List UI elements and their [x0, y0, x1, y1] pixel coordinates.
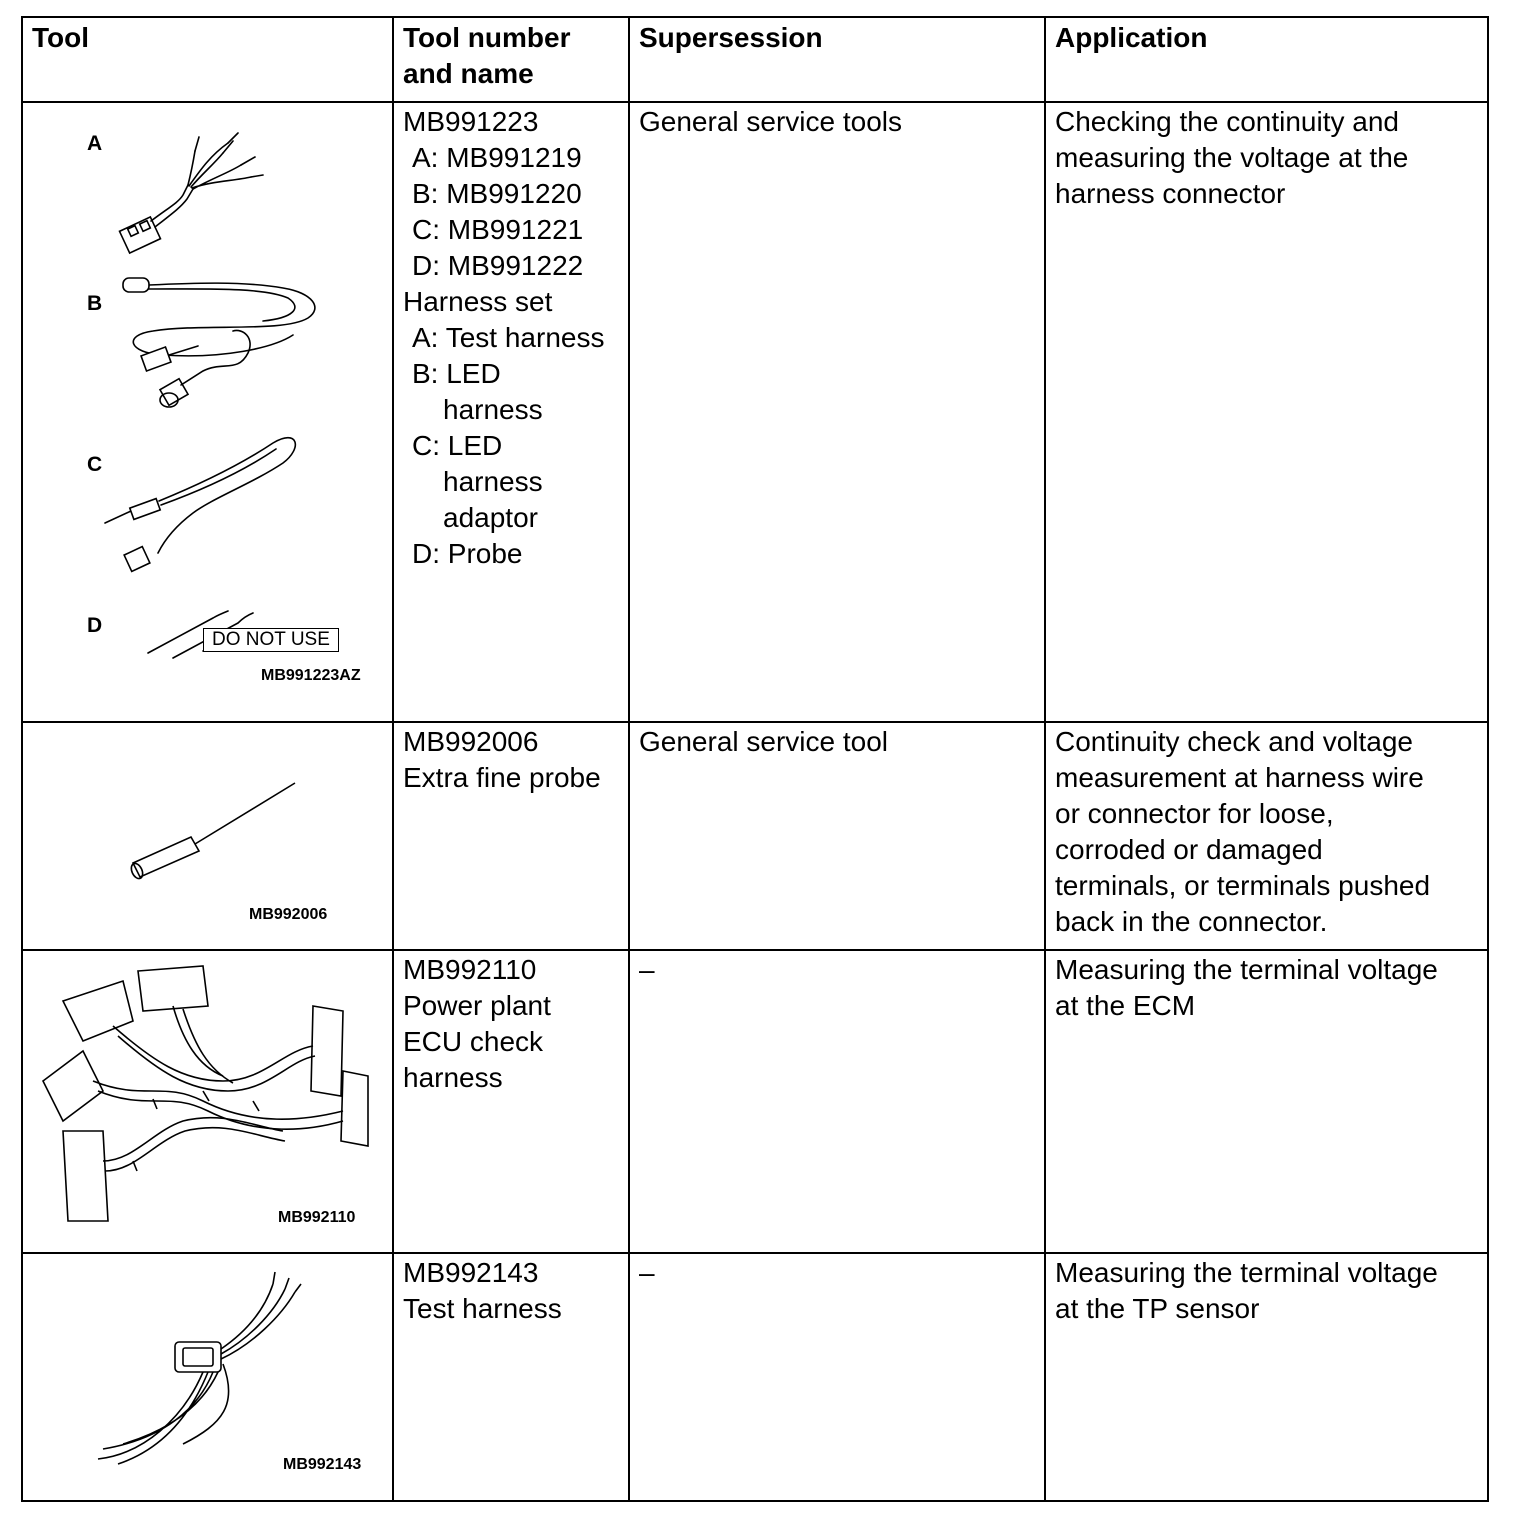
tool-illustration-cell — [22, 1253, 393, 1501]
figure-caption: MB992006 — [249, 906, 328, 923]
tool-line: A: Test harness — [412, 322, 605, 353]
tool-line: B: LED — [412, 358, 501, 389]
figure-caption: MB992143 — [283, 1456, 362, 1473]
tool-line: adaptor — [443, 502, 538, 533]
supersession-cell: – — [629, 1253, 1045, 1501]
led-harness-adaptor-drawing — [105, 438, 295, 572]
tool-line: harness — [443, 394, 543, 425]
table-row — [22, 722, 1488, 950]
test-harness-drawing — [120, 133, 263, 253]
tool-number-cell: MB992110 Power plant ECU check harness — [393, 950, 629, 1253]
header-supersession: Supersession — [629, 17, 1045, 102]
table-row — [22, 102, 1488, 722]
application-cell: Checking the continuity and measuring the voltage at the harness connector — [1045, 102, 1488, 722]
figure-caption: MB992110 — [278, 1209, 356, 1226]
tool-line: Harness set — [403, 286, 553, 317]
label-b: B — [87, 292, 103, 315]
figure-caption: MB991223AZ — [261, 667, 361, 684]
supersession-cell: – — [629, 950, 1045, 1253]
header-application: Application — [1045, 17, 1488, 102]
supersession-cell: General service tool — [629, 722, 1045, 950]
tool-number-cell: MB992006 Extra fine probe — [393, 722, 629, 950]
tool-illustration-cell — [22, 950, 393, 1253]
tool-line: C: LED — [412, 430, 503, 461]
tool-line: D: Probe — [412, 538, 523, 569]
extra-fine-probe-illustration — [23, 723, 392, 949]
label-d: D — [87, 614, 103, 637]
header-tool: Tool — [22, 17, 393, 102]
tool-line: A: MB991219 — [412, 142, 582, 173]
header-row — [22, 17, 1488, 102]
tool-number-cell: MB992143 Test harness — [393, 1253, 629, 1501]
ecu-check-harness-illustration — [23, 951, 392, 1252]
tool-illustration-cell — [22, 102, 393, 722]
application-cell: Measuring the terminal voltage at the TP sensor — [1045, 1253, 1488, 1501]
tool-line: harness — [443, 466, 543, 497]
table-row — [22, 1253, 1488, 1501]
tool-line: B: MB991220 — [412, 178, 582, 209]
label-a: A — [87, 132, 103, 155]
led-harness-drawing — [123, 278, 315, 407]
special-tools-table — [21, 16, 1489, 1502]
do-not-use-label: DO NOT USE — [203, 628, 339, 652]
tool-line: C: MB991221 — [412, 214, 584, 245]
application-cell: Measuring the terminal voltage at the ECM — [1045, 950, 1488, 1253]
tool-illustration-cell — [22, 722, 393, 950]
tool-line: MB991223 — [403, 106, 539, 137]
application-cell: Continuity check and voltage measurement at harness wire or connector for loose, corroded or damaged terminals, or terminals pushed back in the connector. — [1045, 722, 1488, 950]
tool-number-cell — [393, 102, 629, 722]
label-c: C — [87, 453, 103, 476]
table-row — [22, 950, 1488, 1253]
supersession-cell: General service tools — [629, 102, 1045, 722]
header-tool-number: Tool number and name — [393, 17, 629, 102]
tool-line: D: MB991222 — [412, 250, 584, 281]
